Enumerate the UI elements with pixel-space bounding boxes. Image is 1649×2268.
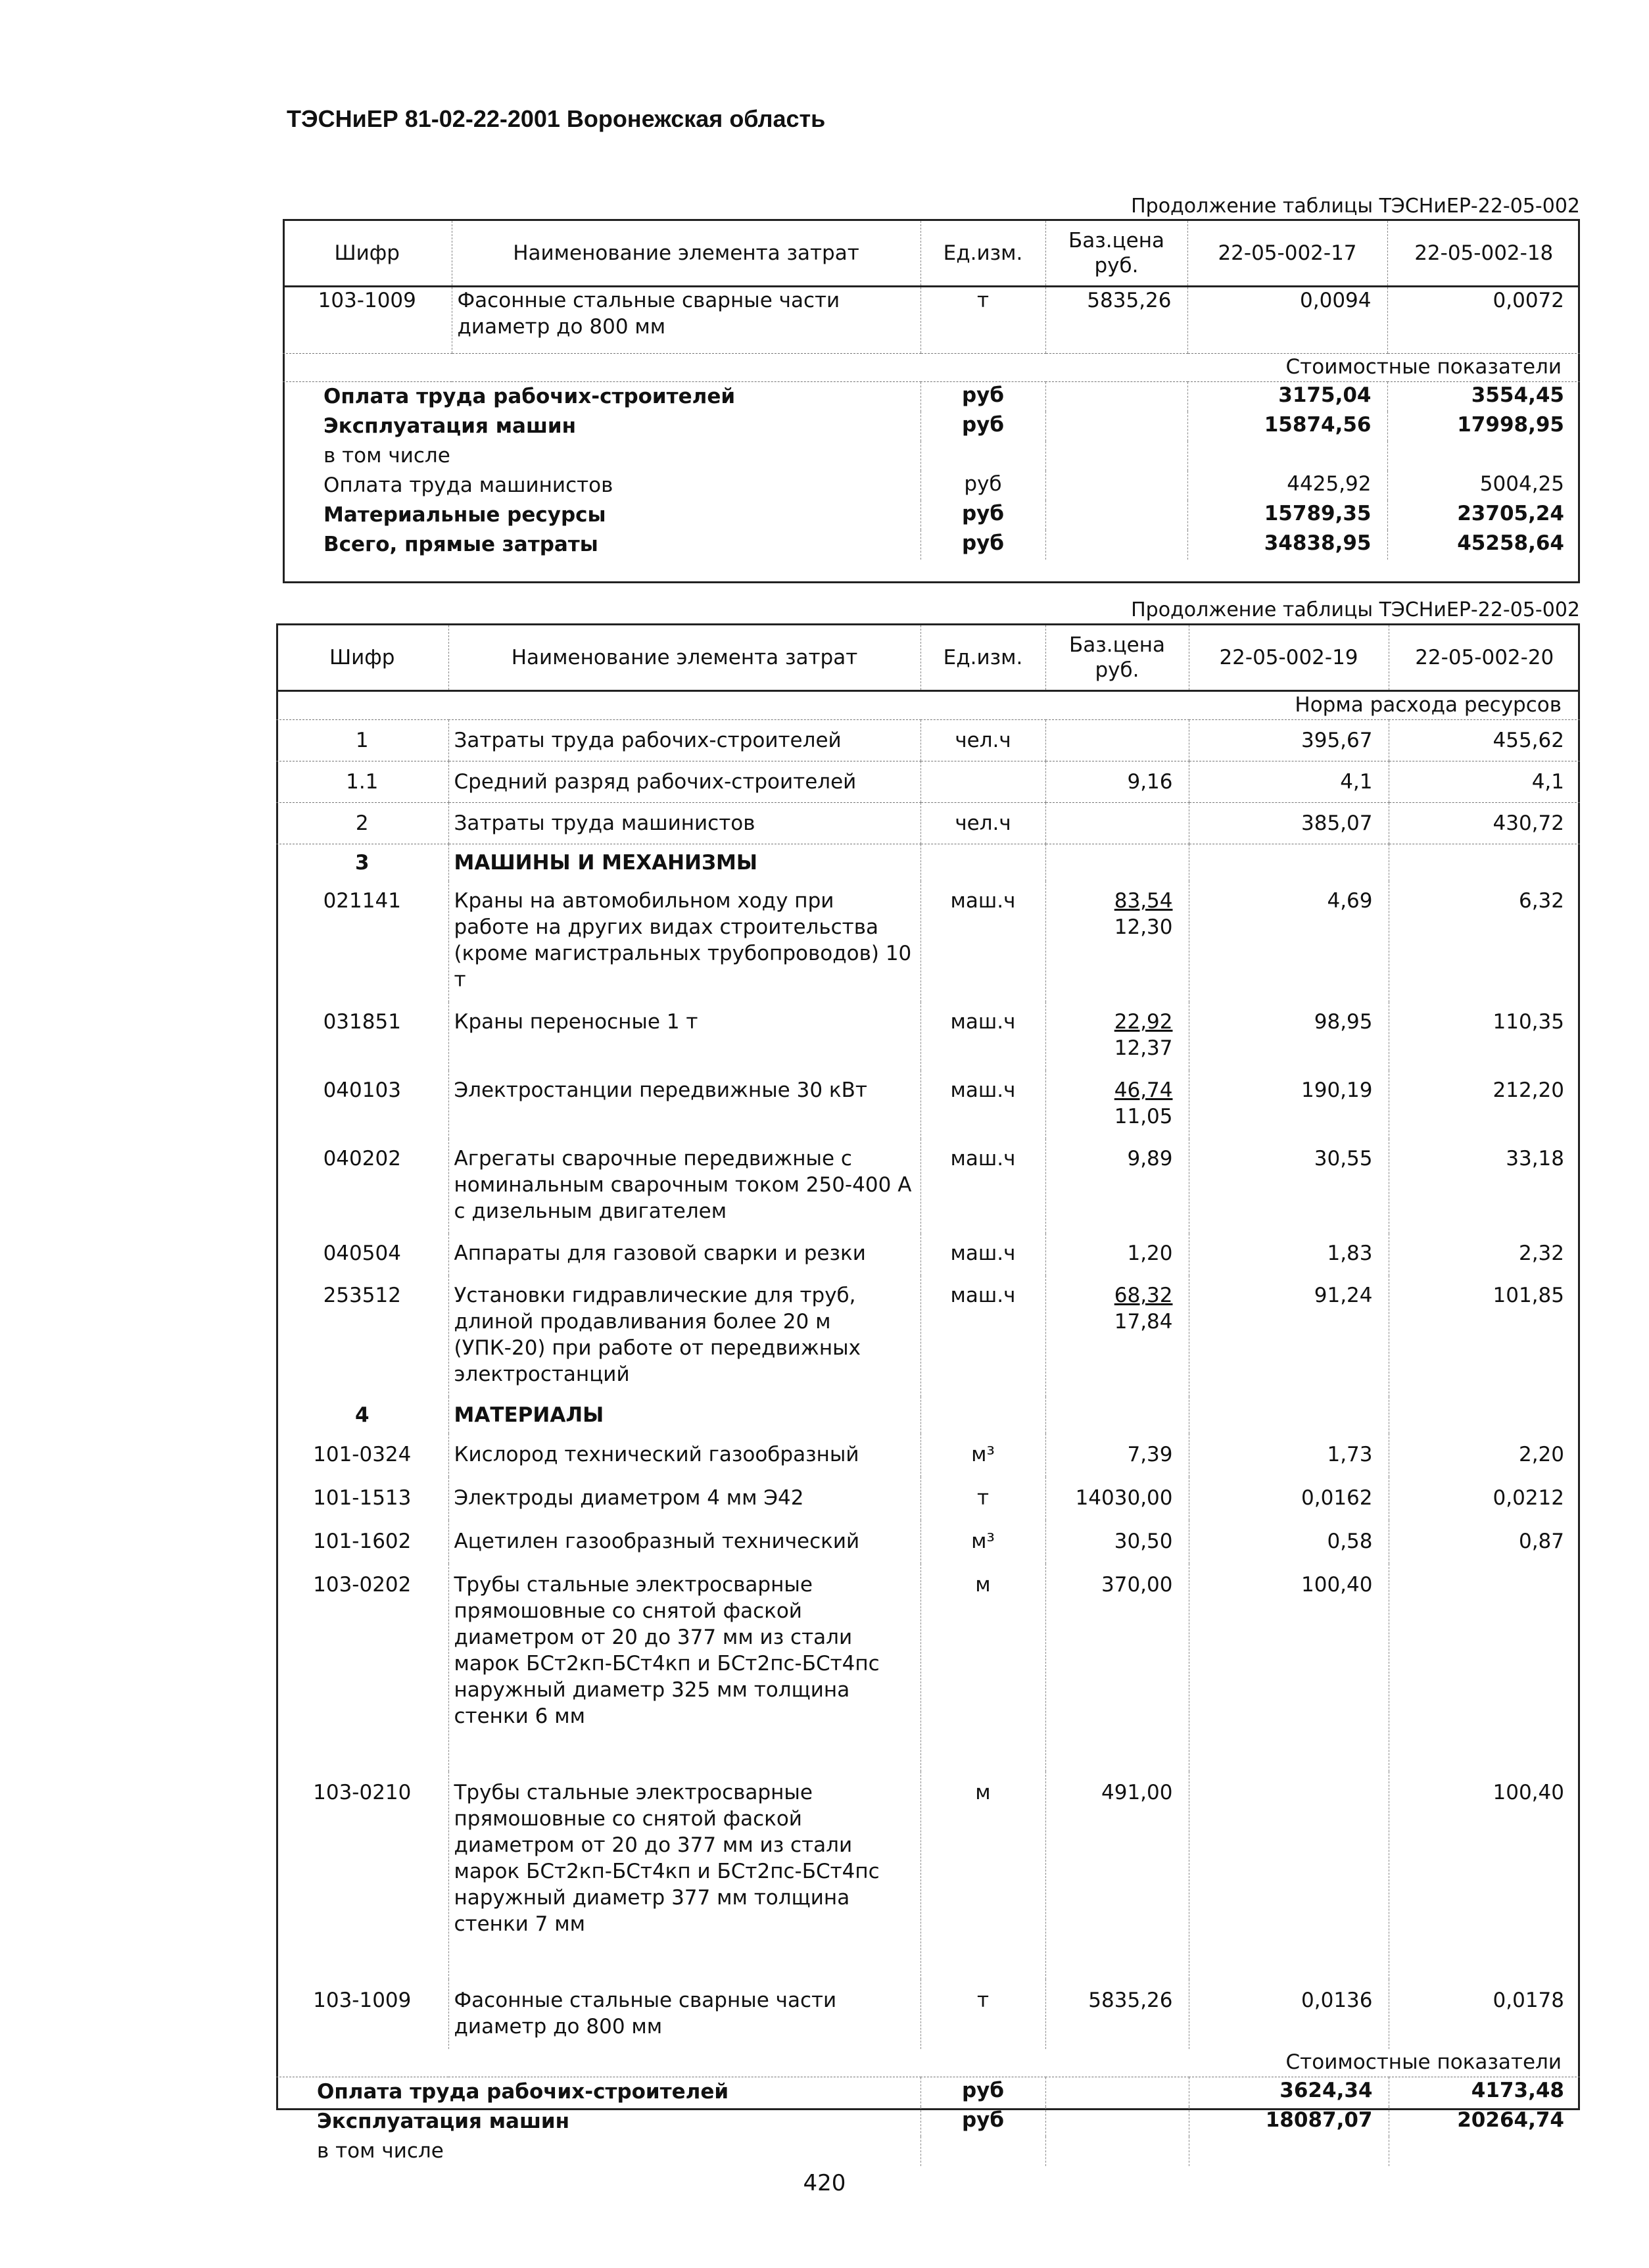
row-value-1: 1,73 (1189, 1434, 1389, 1477)
cost-unit: руб (920, 2077, 1045, 2108)
cost-row (283, 471, 1580, 500)
row-value-2: 6,32 (1389, 881, 1580, 1002)
cost-price (1045, 2077, 1189, 2108)
row-value-2: 101,85 (1389, 1276, 1580, 1397)
row-name: Электроды диаметром 4 мм Э42 (448, 1477, 920, 1520)
header-col1: 22-05-002-19 (1189, 625, 1389, 691)
table-row (283, 287, 1580, 354)
cost-name: Оплата труда машинистов (323, 473, 613, 497)
price-total: 9,89 (1127, 1147, 1173, 1170)
cost-price (1045, 441, 1187, 471)
row-code: 040103 (323, 1078, 401, 1102)
cost-value-1 (1189, 2136, 1389, 2166)
row-unit: м³ (920, 1520, 1045, 1564)
section-code: 4 (354, 1403, 370, 1427)
material-row (276, 1979, 1580, 2049)
cost-unit: руб (920, 2107, 1045, 2136)
row-unit (920, 761, 1045, 803)
row-value-1: 1,83 (1189, 1234, 1389, 1276)
row-price (1045, 1002, 1189, 1071)
row-price (1045, 1234, 1189, 1276)
row-value-1: 0,58 (1189, 1520, 1389, 1564)
cost-name: Материальные ресурсы (323, 503, 606, 527)
section-empty (1189, 844, 1389, 882)
cost-value-1: 3175,04 (1187, 382, 1387, 412)
cost-value-1: 15874,56 (1187, 412, 1387, 441)
cost-price (1045, 412, 1187, 441)
header-unit: Ед.изм. (920, 625, 1045, 691)
material-row (276, 1564, 1580, 1772)
row-code: 101-1602 (313, 1530, 412, 1553)
row-value-2: 4,1 (1389, 761, 1580, 803)
row-code: 2 (276, 803, 448, 844)
row-value-1: 385,07 (1189, 803, 1389, 844)
header-col2: 22-05-002-18 (1387, 221, 1580, 287)
cost-row (283, 500, 1580, 530)
row-price (1045, 803, 1189, 844)
cost-price (1045, 471, 1187, 500)
header-col1: 22-05-002-17 (1187, 221, 1387, 287)
row-code: 040504 (323, 1242, 401, 1265)
row-code: 103-1009 (283, 287, 452, 354)
cost-value-2: 4173,48 (1389, 2077, 1580, 2108)
row-value-2: 2,32 (1389, 1234, 1580, 1276)
row-unit: т (920, 1477, 1045, 1520)
row-value-2: 455,62 (1389, 720, 1580, 761)
machine-row (276, 1071, 1580, 1139)
row-unit: чел.ч (920, 803, 1045, 844)
header-code: Шифр (283, 221, 452, 287)
row-name: Фасонные стальные сварные части диаметр до 800 мм (452, 287, 920, 354)
cost-price (1045, 2107, 1189, 2136)
row-unit: м³ (920, 1434, 1045, 1477)
row-value-1: 0,0162 (1189, 1477, 1389, 1520)
cost-row (283, 382, 1580, 412)
cost-unit: руб (920, 530, 1045, 560)
cost-value-2: 3554,45 (1387, 382, 1580, 412)
row-code: 1.1 (276, 761, 448, 803)
row-price: 30,50 (1045, 1520, 1189, 1564)
document-title: ТЭСНиЕР 81-02-22-2001 Воронежская область (287, 105, 826, 132)
row-price (1045, 720, 1189, 761)
row-value-2: 0,0178 (1389, 1979, 1580, 2049)
row-code: 021141 (323, 889, 401, 913)
cost-name: в том числе (323, 444, 450, 468)
row-price: 491,00 (1045, 1772, 1189, 1979)
row-code: 103-1009 (313, 1989, 412, 2012)
row-code: 103-0210 (313, 1781, 412, 1804)
cost-value-1 (1187, 441, 1387, 471)
cost-unit: руб (920, 382, 1045, 412)
row-value-1: 0,0136 (1189, 1979, 1389, 2049)
price-labor: 12,37 (1114, 1036, 1173, 1060)
cost-price (1045, 2136, 1189, 2166)
cost-unit: руб (920, 500, 1045, 530)
cost-row (283, 412, 1580, 441)
labor-row (276, 761, 1580, 803)
cost-value-1: 3624,34 (1189, 2077, 1389, 2108)
header-price: Баз.цена руб. (1045, 625, 1189, 691)
section-empty (1389, 1397, 1580, 1434)
price-total: 1,20 (1127, 1242, 1173, 1265)
row-code: 031851 (323, 1010, 401, 1034)
section-machines (276, 844, 1580, 882)
header-row (283, 221, 1580, 287)
row-unit: чел.ч (920, 720, 1045, 761)
row-unit: т (920, 287, 1045, 354)
cost-value-1: 18087,07 (1189, 2107, 1389, 2136)
row-name: Фасонные стальные сварные части диаметр до 800 мм (448, 1979, 920, 2049)
row-name: Затраты труда машинистов (448, 803, 920, 844)
row-price (1045, 881, 1189, 1002)
cost-price (1045, 530, 1187, 560)
cost-value-2 (1387, 441, 1580, 471)
row-value-1: 98,95 (1189, 1002, 1389, 1071)
row-code: 103-0202 (313, 1573, 412, 1597)
row-price: 370,00 (1045, 1564, 1189, 1772)
cost-unit: руб (920, 412, 1045, 441)
price-total: 22,92 (1114, 1010, 1173, 1034)
machine-row (276, 1276, 1580, 1397)
row-code: 253512 (323, 1284, 401, 1307)
price-labor: 12,30 (1114, 915, 1173, 939)
material-row (276, 1477, 1580, 1520)
cost-value-2: 5004,25 (1387, 471, 1580, 500)
machine-row (276, 1234, 1580, 1276)
row-value-2: 430,72 (1389, 803, 1580, 844)
section-empty (1389, 844, 1580, 882)
cost-row (276, 2107, 1580, 2136)
section-title: МАШИНЫ И МЕХАНИЗМЫ (448, 844, 920, 882)
row-name: Ацетилен газообразный технический (448, 1520, 920, 1564)
cost-unit (920, 441, 1045, 471)
row-unit: маш.ч (920, 881, 1045, 1002)
price-total: 68,32 (1114, 1284, 1173, 1307)
subheading-costs-label: Стоимостные показатели (283, 354, 1580, 382)
machine-row (276, 881, 1580, 1002)
labor-row (276, 803, 1580, 844)
section-title: МАТЕРИАЛЫ (448, 1397, 920, 1434)
cost-value-2: 23705,24 (1387, 500, 1580, 530)
section-empty (1045, 844, 1189, 882)
row-name: Установки гидравлические для труб, длиной продавливания более 20 м (УПК-20) при работе от передвижных электростанций (448, 1276, 920, 1397)
price-labor: 11,05 (1114, 1105, 1173, 1128)
row-value-1: 4,1 (1189, 761, 1389, 803)
row-unit: м (920, 1772, 1045, 1979)
row-value-2: 33,18 (1389, 1139, 1580, 1234)
row-code: 1 (276, 720, 448, 761)
price-total: 83,54 (1114, 889, 1173, 913)
row-value-1: 0,0094 (1187, 287, 1387, 354)
cost-price (1045, 382, 1187, 412)
row-value-2: 212,20 (1389, 1071, 1580, 1139)
row-value-1: 30,55 (1189, 1139, 1389, 1234)
row-price (1045, 1071, 1189, 1139)
row-value-1: 100,40 (1189, 1564, 1389, 1772)
table2 (276, 625, 1580, 2166)
row-value-2: 2,20 (1389, 1434, 1580, 1477)
cost-row (276, 2077, 1580, 2108)
row-price (1045, 1139, 1189, 1234)
row-name: Агрегаты сварочные передвижные с номинальным сварочным током 250-400 А с дизельным двигателем (448, 1139, 920, 1234)
section-empty (920, 844, 1045, 882)
subheading-norms (276, 691, 1580, 720)
header-price: Баз.цена руб. (1045, 221, 1187, 287)
section-empty (1189, 1397, 1389, 1434)
subheading-norms-label: Норма расхода ресурсов (276, 691, 1580, 720)
header-name: Наименование элемента затрат (448, 625, 920, 691)
row-price: 14030,00 (1045, 1477, 1189, 1520)
cost-value-1: 34838,95 (1187, 530, 1387, 560)
row-value-2: 110,35 (1389, 1002, 1580, 1071)
header-row (276, 625, 1580, 691)
cost-price (1045, 500, 1187, 530)
row-name: Трубы стальные электросварные прямошовные со снятой фаской диаметром от 20 до 377 мм из стали марок БСт2кп-БСт4кп и БСт2пс-БСт4пс наружный диаметр 325 мм толщина стенки 6 мм (448, 1564, 920, 1772)
cost-name: Оплата труда рабочих-строителей (317, 2080, 729, 2104)
row-unit: маш.ч (920, 1276, 1045, 1397)
cost-row (283, 441, 1580, 471)
row-name: Краны на автомобильном ходу при работе на других видах строительства (кроме магистральных трубопроводов) 10 т (448, 881, 920, 1002)
cost-name: в том числе (317, 2139, 444, 2163)
row-name: Краны переносные 1 т (448, 1002, 920, 1071)
machine-row (276, 1002, 1580, 1071)
row-value-1 (1189, 1772, 1389, 1979)
header-code: Шифр (276, 625, 448, 691)
table1-caption: Продолжение таблицы ТЭСНиЕР-22-05-002 (1131, 195, 1580, 218)
row-unit: т (920, 1979, 1045, 2049)
subheading-costs-label: Стоимостные показатели (276, 2049, 1580, 2077)
row-price: 5835,26 (1045, 1979, 1189, 2049)
material-row (276, 1520, 1580, 1564)
cost-value-1: 4425,92 (1187, 471, 1387, 500)
row-value-2: 0,87 (1389, 1520, 1580, 1564)
cost-unit: руб (920, 471, 1045, 500)
machine-row (276, 1139, 1580, 1234)
cost-unit (920, 2136, 1045, 2166)
section-code: 3 (354, 851, 370, 875)
row-code: 040202 (323, 1147, 401, 1170)
cost-value-2: 17998,95 (1387, 412, 1580, 441)
price-total: 46,74 (1114, 1078, 1173, 1102)
cost-name: Всего, прямые затраты (323, 533, 598, 556)
cost-value-2: 20264,74 (1389, 2107, 1580, 2136)
row-code: 101-1513 (313, 1486, 412, 1510)
row-value-1: 395,67 (1189, 720, 1389, 761)
cost-row (283, 530, 1580, 560)
row-name: Электростанции передвижные 30 кВт (448, 1071, 920, 1139)
row-name: Средний разряд рабочих-строителей (448, 761, 920, 803)
table1 (283, 221, 1580, 560)
labor-row (276, 720, 1580, 761)
page-number: 420 (803, 2170, 846, 2196)
cost-value-1: 15789,35 (1187, 500, 1387, 530)
header-col2: 22-05-002-20 (1389, 625, 1580, 691)
row-name: Аппараты для газовой сварки и резки (448, 1234, 920, 1276)
row-price (1045, 1276, 1189, 1397)
row-unit: маш.ч (920, 1234, 1045, 1276)
cost-name: Эксплуатация машин (317, 2110, 570, 2133)
section-empty (920, 1397, 1045, 1434)
price-labor: 17,84 (1114, 1310, 1173, 1334)
header-name: Наименование элемента затрат (452, 221, 920, 287)
row-name: Затраты труда рабочих-строителей (448, 720, 920, 761)
material-row (276, 1434, 1580, 1477)
cost-value-2: 45258,64 (1387, 530, 1580, 560)
row-name: Кислород технический газообразный (448, 1434, 920, 1477)
row-value-2 (1389, 1564, 1580, 1772)
row-price: 9,16 (1045, 761, 1189, 803)
section-materials (276, 1397, 1580, 1434)
row-value-2: 0,0212 (1389, 1477, 1580, 1520)
cost-row (276, 2136, 1580, 2166)
row-value-1: 4,69 (1189, 881, 1389, 1002)
subheading-costs (283, 354, 1580, 382)
row-price: 7,39 (1045, 1434, 1189, 1477)
row-value-2: 0,0072 (1387, 287, 1580, 354)
cost-name: Эксплуатация машин (323, 414, 577, 438)
row-name: Трубы стальные электросварные прямошовные со снятой фаской диаметром от 20 до 377 мм из стали марок БСт2кп-БСт4кп и БСт2пс-БСт4пс наружный диаметр 377 мм толщина стенки 7 мм (448, 1772, 920, 1979)
material-row (276, 1772, 1580, 1979)
row-unit: маш.ч (920, 1139, 1045, 1234)
table2-caption: Продолжение таблицы ТЭСНиЕР-22-05-002 (1131, 598, 1580, 621)
row-unit: маш.ч (920, 1002, 1045, 1071)
subheading-costs (276, 2049, 1580, 2077)
row-unit: м (920, 1564, 1045, 1772)
row-value-1: 91,24 (1189, 1276, 1389, 1397)
section-empty (1045, 1397, 1189, 1434)
row-value-2: 100,40 (1389, 1772, 1580, 1979)
header-unit: Ед.изм. (920, 221, 1045, 287)
row-code: 101-0324 (313, 1443, 412, 1466)
row-price: 5835,26 (1045, 287, 1187, 354)
row-value-1: 190,19 (1189, 1071, 1389, 1139)
row-unit: маш.ч (920, 1071, 1045, 1139)
cost-name: Оплата труда рабочих-строителей (323, 385, 736, 408)
cost-value-2 (1389, 2136, 1580, 2166)
